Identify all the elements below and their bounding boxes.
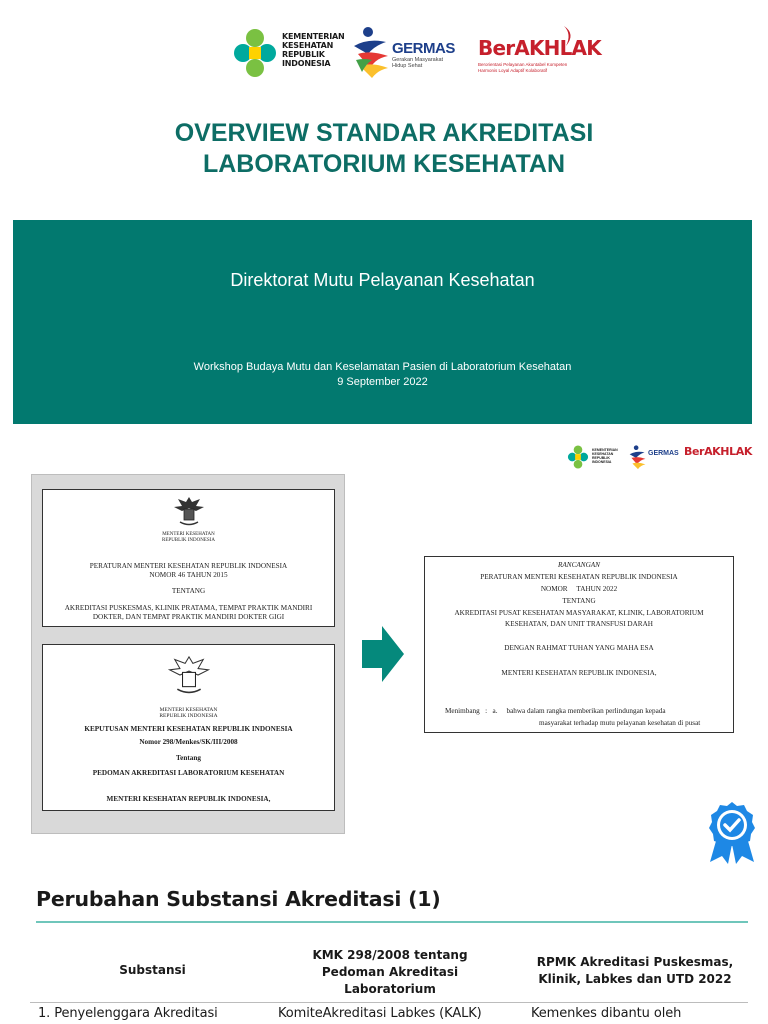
workshop-date: 9 September 2022 [337, 376, 428, 388]
table-cell: Kemenkes dibantu oleh [531, 1006, 682, 1021]
berakhlak-logo-text: BerAKHLAK [478, 36, 601, 60]
doc2-line-5: MENTERI KESEHATAN REPUBLIK INDONESIA, [106, 795, 271, 803]
doc2-line-1: KEPUTUSAN MENTERI KESEHATAN REPUBLIK INDONESIA [84, 725, 293, 733]
table-header-kmk-2008 [290, 947, 490, 998]
substance-change-slide [0, 870, 768, 1024]
doc2-line-2: Nomor 298/Menkes/SK/III/2008 [139, 738, 238, 746]
berakhlak-logo [478, 26, 601, 76]
doc3-menimbang-2: masyarakat terhadap mutu pelayanan kesehatan di pusat [539, 719, 701, 727]
table-cell: KomiteAkreditasi Labkes (KALK) [278, 1006, 482, 1021]
title-banner [13, 220, 752, 424]
germas-figure-icon [352, 24, 392, 80]
header-line: RPMK Akreditasi Puskesmas, [536, 955, 734, 969]
doc3-line-5: KESEHATAN, DAN UNIT TRANSFUSI DARAH [505, 620, 653, 628]
kemenkes-flower-icon [230, 26, 280, 80]
berakhlak-tagline: Berorientasi Pelayanan Akuntabel Kompeten Harmonis Loyal Adaptif Kolaboratif [478, 62, 568, 73]
garuda-emblem-icon [167, 653, 211, 697]
draft-regulation-doc-2022 [424, 556, 734, 733]
doc3-line-3: TENTANG [562, 597, 596, 605]
doc3-line-0: RANCANGAN [558, 561, 600, 569]
doc2-line-3: Tentang [176, 754, 201, 762]
doc1-line-4: AKREDITASI PUSKESMAS, KLINIK PRATAMA, TEMPAT PRAKTIK MANDIRI [64, 604, 313, 612]
germas-figure-icon [628, 444, 648, 470]
mini-logo-row [566, 442, 756, 472]
directorate-subtitle: Direktorat Mutu Pelayanan Kesehatan [230, 270, 535, 290]
regulation-slide [0, 430, 768, 870]
regulation-doc-kmk-298-2008 [42, 644, 335, 811]
doc1-line-1: PERATURAN MENTERI KESEHATAN REPUBLIK INDONESIA [89, 562, 288, 570]
mini-germas-text: GERMAS [648, 450, 679, 457]
doc3-line-7: MENTERI KESEHATAN REPUBLIK INDONESIA, [501, 669, 657, 677]
accreditation-badge-icon [706, 800, 758, 864]
header-line: KMK 298/2008 tentang [312, 948, 468, 962]
doc1-line-5: DOKTER, DAN TEMPAT PRAKTIK MANDIRI DOKTER GIGI [92, 613, 285, 621]
germas-logo-text: GERMAS [392, 40, 455, 57]
berakhlak-swoosh-icon [562, 26, 576, 46]
header-line: Pedoman Akreditasi [321, 965, 459, 979]
doc3-line-6: DENGAN RAHMAT TUHAN YANG MAHA ESA [504, 644, 654, 652]
doc2-header: MENTERI KESEHATAN REPUBLIK INDONESIA [159, 707, 218, 719]
header-line: Klinik, Labkes dan UTD 2022 [538, 972, 732, 986]
arrow-right-icon [362, 626, 404, 682]
table-cell: 1. Penyelenggara Akreditasi [38, 1006, 218, 1021]
logo-row [230, 22, 601, 82]
title-line-1: OVERVIEW STANDAR AKREDITASI [174, 119, 594, 147]
header-line: Laboratorium [344, 982, 436, 996]
doc1-header: MENTERI KESEHATAN REPUBLIK INDONESIA [162, 532, 215, 543]
doc3-line-4: AKREDITASI PUSAT KESEHATAN MASYARAKAT, KLINIK, LABORATORIUM [454, 609, 704, 617]
doc3-line-2: NOMOR TAHUN 2022 [540, 585, 618, 593]
regulation-doc-pmk-46-2015 [42, 489, 335, 627]
old-regulations-panel [31, 474, 345, 834]
kemenkes-logo-text: KEMENTERIAN KESEHATAN REPUBLIK INDONESIA [282, 32, 345, 68]
doc1-line-2: NOMOR 46 TAHUN 2015 [149, 571, 228, 579]
doc3-line-1: PERATURAN MENTERI KESEHATAN REPUBLIK INDONESIA [480, 573, 678, 581]
kemenkes-logo [230, 26, 345, 80]
kemenkes-flower-icon [566, 444, 590, 470]
germas-tagline: Gerakan Masyarakat Hidup Sehat [392, 57, 444, 69]
doc3-menimbang [445, 705, 725, 729]
page-title [0, 118, 768, 180]
germas-logo [352, 24, 460, 80]
title-line-2: LABORATORIUM KESEHATAN [202, 150, 566, 178]
table-header-substansi: Substansi [119, 963, 186, 977]
doc3-menimbang-1: Menimbang : a. bahwa dalam rangka memberikan perlindungan kepada [445, 707, 666, 715]
garuda-emblem-icon [172, 494, 206, 528]
title-divider [36, 921, 748, 923]
section-title: Perubahan Substansi Akreditasi (1) [36, 887, 441, 911]
mini-kemenkes-text: KEMENTERIAN KESEHATAN REPUBLIK INDONESIA [592, 448, 618, 464]
workshop-name: Workshop Budaya Mutu dan Keselamatan Pasien di Laboratorium Kesehatan [193, 361, 572, 373]
doc1-line-3: TENTANG [171, 587, 206, 595]
workshop-info [13, 360, 752, 390]
mini-berakhlak-text: BerAKHLAK [684, 445, 752, 458]
table-row-divider [30, 1002, 748, 1003]
doc2-line-4: PEDOMAN AKREDITASI LABORATORIUM KESEHATAN [92, 769, 285, 777]
title-slide [0, 0, 768, 430]
table-header-rpmk-2022 [510, 954, 760, 988]
